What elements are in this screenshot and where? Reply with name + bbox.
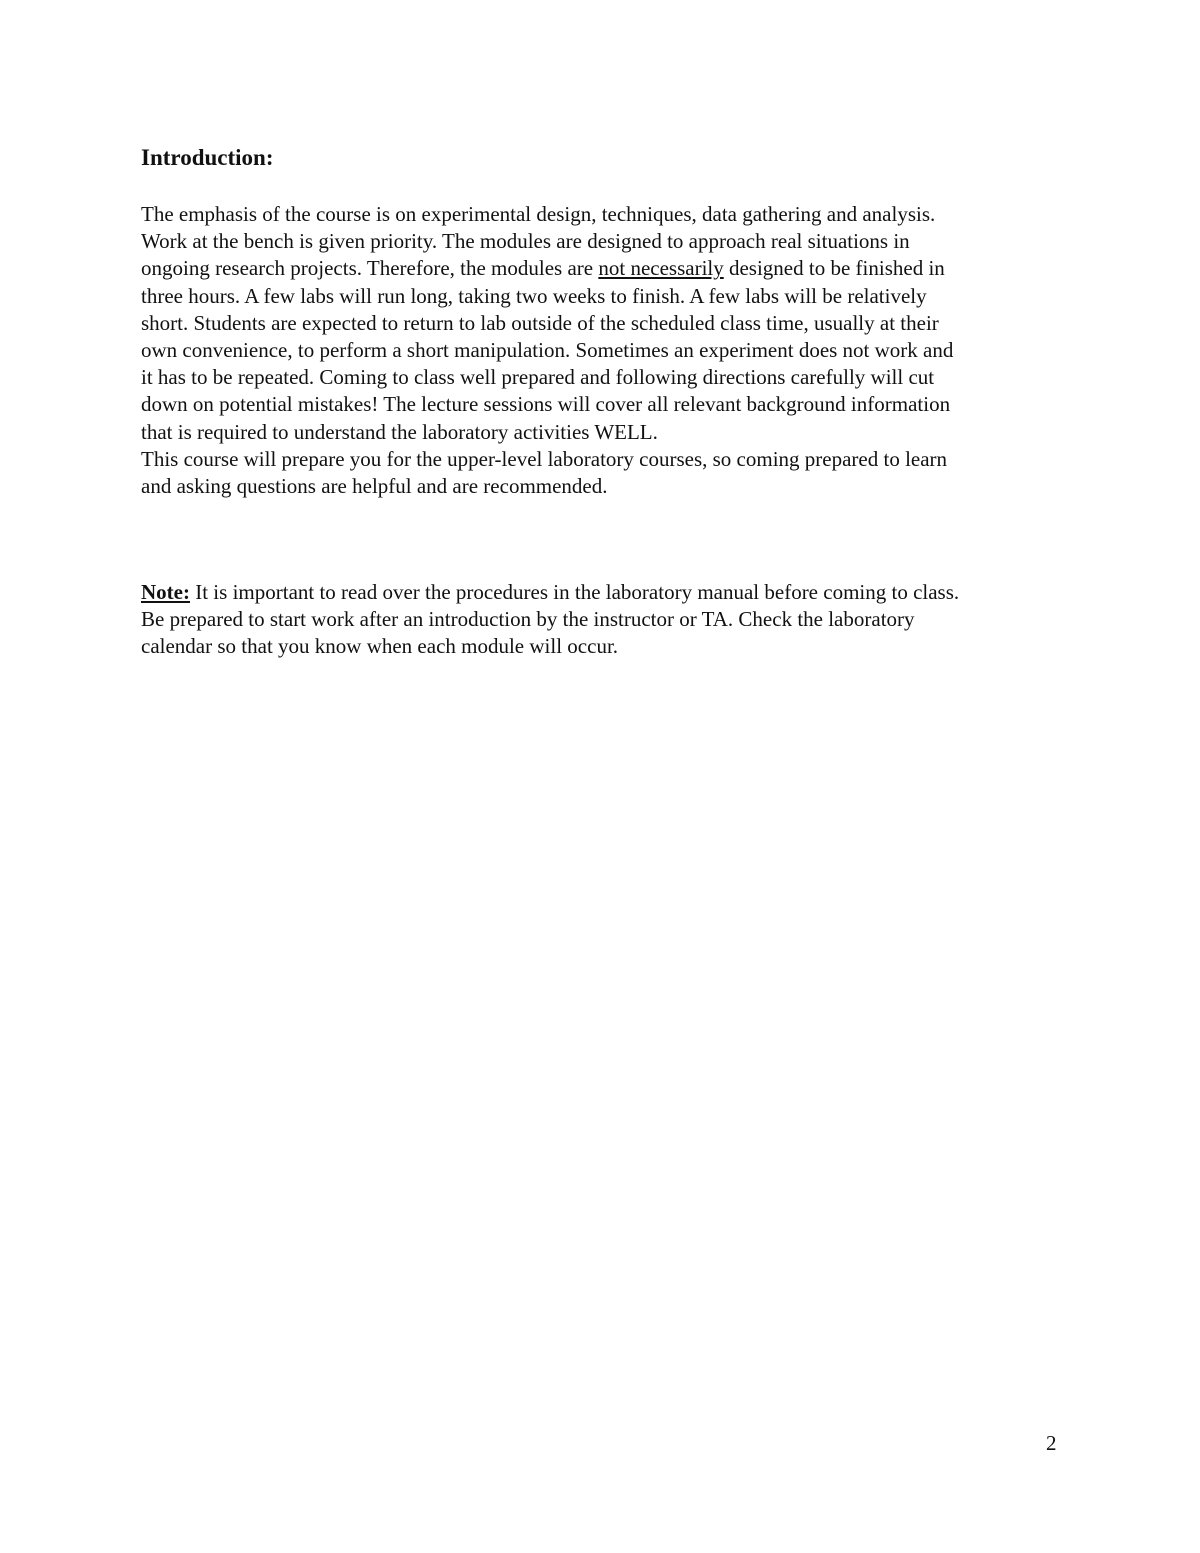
page-number: 2 xyxy=(1046,1431,1057,1455)
paragraph-line: that is required to understand the laboratory activities WELL. xyxy=(141,419,658,444)
underlined-emphasis: not necessarily xyxy=(598,256,724,281)
paragraph-line xyxy=(141,255,1081,282)
paragraph-line: Work at the bench is given priority. The modules are designed to approach real situations in xyxy=(141,229,910,254)
note-label: Note: xyxy=(141,580,190,604)
paragraph-line: and asking questions are helpful and are recommended. xyxy=(141,474,608,499)
section-heading: Introduction: xyxy=(141,145,274,170)
paragraph-line: Be prepared to start work after an introduction by the instructor or TA. Check the laboratory xyxy=(141,607,915,632)
paragraph-text: It is important to read over the procedures in the laboratory manual before coming to class. xyxy=(189,580,960,604)
paragraph-line: down on potential mistakes! The lecture sessions will cover all relevant background information xyxy=(141,392,951,417)
paragraph-line: three hours. A few labs will run long, taking two weeks to finish. A few labs will be relatively xyxy=(141,283,927,308)
paragraph-line: it has to be repeated. Coming to class well prepared and following directions carefully will cut xyxy=(141,365,935,390)
note-paragraph xyxy=(141,579,1081,661)
paragraph-line xyxy=(141,579,1081,606)
paragraph-text: ongoing research projects. Therefore, the modules are xyxy=(141,256,599,281)
paragraph-line: own convenience, to perform a short manipulation. Sometimes an experiment does not work and xyxy=(141,338,954,363)
introduction-paragraph xyxy=(141,201,1081,500)
paragraph-line: calendar so that you know when each module will occur. xyxy=(141,634,619,659)
paragraph-line: The emphasis of the course is on experimental design, techniques, data gathering and analysis. xyxy=(141,202,936,226)
paragraph-text: designed to be finished in xyxy=(723,256,945,281)
paragraph-line: short. Students are expected to return to lab outside of the scheduled class time, usually at their xyxy=(141,310,939,335)
paragraph-line: This course will prepare you for the upper-level laboratory courses, so coming prepared to learn xyxy=(141,446,948,471)
